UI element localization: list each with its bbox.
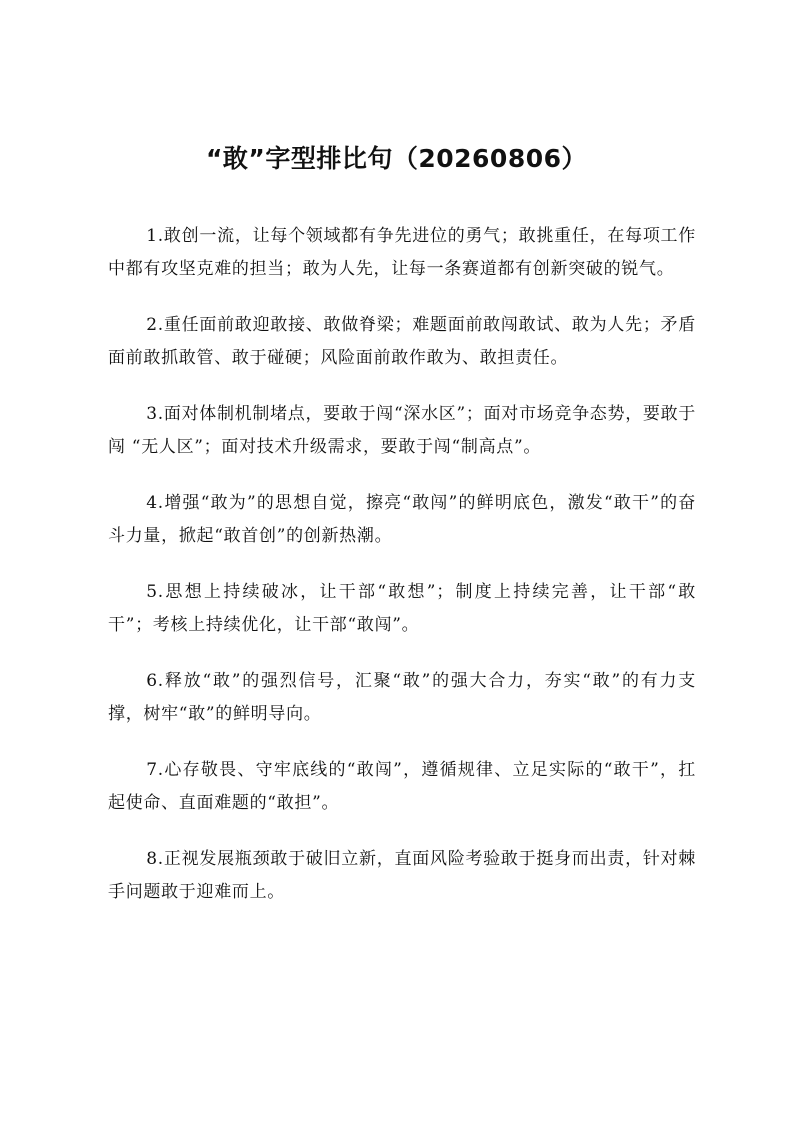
paragraph-4: 4.增强“敢为”的思想自觉，擦亮“敢闯”的鲜明底色，激发“敢干”的奋斗力量，掀起“敢首创”的创新热潮。 (108, 493, 696, 546)
paragraph-1: 1.敢创一流，让每个领域都有争先进位的勇气；敢挑重任，在每项工作中都有攻坚克难的担当；敢为人先，让每一条赛道都有创新突破的锐气。 (108, 226, 696, 279)
paragraph-5: 5.思想上持续破冰，让干部“敢想”；制度上持续完善，让干部“敢干”；考核上持续优化，让干部“敢闯”。 (108, 582, 696, 635)
document-body (108, 220, 696, 932)
document-title: “敢”字型排比句（20260806） (205, 144, 588, 173)
paragraph-2: 2.重任面前敢迎敢接、敢做脊梁；难题面前敢闯敢试、敢为人先；矛盾面前敢抓敢管、敢于碰硬；风险面前敢作敢为、敢担责任。 (108, 315, 696, 368)
paragraph-6: 6.释放“敢”的强烈信号，汇聚“敢”的强大合力，夯实“敢”的有力支撑，树牢“敢”的鲜明导向。 (108, 671, 696, 724)
paragraph-7: 7.心存敬畏、守牢底线的“敢闯”，遵循规律、立足实际的“敢干”，扛起使命、直面难题的“敢担”。 (108, 760, 696, 813)
paragraph-3: 3.面对体制机制堵点，要敢于闯“深水区”；面对市场竞争态势，要敢于闯 “无人区”；面对技术升级需求，要敢于闯“制高点”。 (108, 404, 696, 457)
paragraph-8: 8.正视发展瓶颈敢于破旧立新，直面风险考验敢于挺身而出责，针对棘手问题敢于迎难而上。 (108, 849, 696, 902)
